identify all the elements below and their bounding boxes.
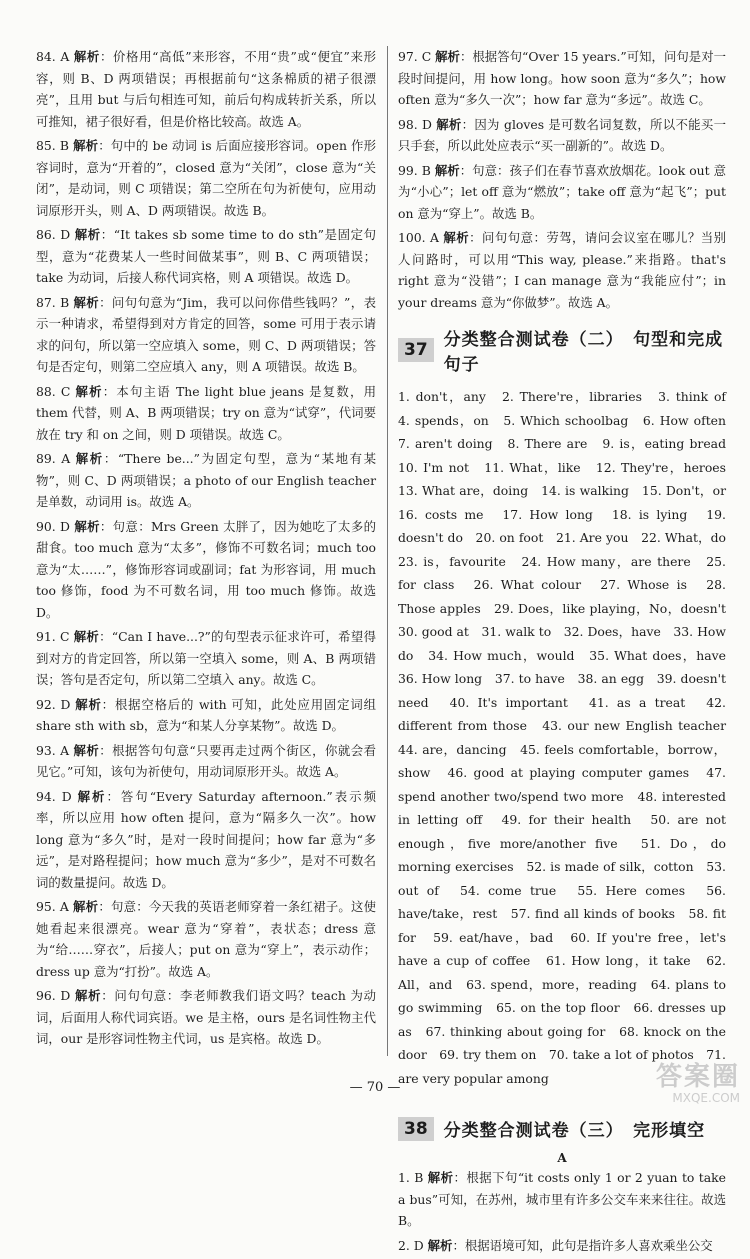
answer-item [36,135,376,221]
answer-item [36,381,376,446]
item-number: 1. [398,1170,410,1185]
answer-item [398,227,726,313]
item-explanation: ：句意：今天我的英语老师穿着一条红裙子。这使她看起来很漂亮。wear 意为“穿着”，表状态；dress 意为“给……穿衣”，后接人；put on 意为“穿上”，表示动作；dress up 意为“打扮”。故选 A。 [36,899,376,979]
item-answer: C [59,629,70,644]
item-label: 解析 [435,49,460,64]
item-label: 解析 [74,227,101,242]
answer-item [36,626,376,691]
item-label: 解析 [75,451,104,466]
item-label: 解析 [75,988,102,1003]
item-answer: A [61,451,71,466]
item-answer: A [60,49,70,64]
page-number: — 70 — [349,1080,401,1095]
item-answer: A [60,742,70,758]
answer-item [36,516,376,624]
watermark-title: 答案圈 [655,1062,740,1092]
item-label: 解析 [73,49,100,64]
item-explanation: ：“It takes sb some time to do sth”是固定句型，意为“花费某人一些时间做某事”，则 B、C 两项错误；take 为动词，后接人称代词宾格，则 A 项错误。故选 D。 [36,227,376,285]
item-explanation: ：问句句意：劳驾，请问会议室在哪儿？当别人问路时，可以用“This way, please.”来指路。that's right 意为“没错”；I can manage 意为“我能应付”；in your dreams 意为“你做梦”。故选 A。 [398,230,726,310]
answer-item [398,46,726,111]
item-answer: B [60,294,70,310]
item-number: 92. [36,696,56,712]
item-number: 91. [36,629,56,644]
item-explanation: ：根据答句“Over 15 years.”可知，问句是对一段时间提问，用 how long。how soon 意为“多久”；how often 意为“多久一次”；how far 意为“多远”。故选 C。 [398,49,726,107]
item-answer: B [414,1170,424,1185]
item-explanation: ：因为 gloves 是可数名词复数，所以不能买一只手套，所以此处应表示“买一副新的”。故选 D。 [398,116,726,153]
answer-item [36,896,376,982]
item-number: 85. [36,138,56,153]
item-answer: D [60,988,71,1003]
item-explanation: ：根据答句句意“只要再走过两个街区，你就会看见它。”可知，该句为祈使句，用动词原形开头。故选 A。 [36,742,376,779]
item-number: 90. [36,518,56,534]
section-38-number: 38 [398,1117,434,1141]
item-label: 解析 [73,294,100,310]
section-37-header [398,325,726,375]
item-label: 解析 [73,742,100,758]
item-answer: D [61,788,72,804]
answer-item [36,786,376,894]
item-explanation: ：问句句意：李老师教我们语文吗？teach 为动词，后面用人称代词宾语。we 是主格，ours 是名词性物主代词，our 是形容词性物主代词，us 是宾格。故选 D。 [36,988,376,1046]
left-column [36,46,376,1053]
item-number: 93. [36,742,56,758]
section-37-title: 分类整合测试卷（二） 句型和完成句子 [443,330,724,375]
answer-item [36,46,376,132]
answer-item [36,224,376,289]
item-number: 99. [398,162,418,178]
item-explanation: ：根据空格后的 with 可知，此处应用固定词组 share sth with sb，意为“和某人分享某物”。故选 D。 [36,696,376,733]
answer-item [36,292,376,378]
item-answer: D [413,1237,424,1253]
item-answer: C [421,49,432,64]
section-37-answers: 1. don't，any 2. There're，libraries 3. think of 4. spends，on 5. Which schoolbag 6. How often 7. aren't doing 8. There are 9. is，eating bread 10. I'm not 11. What，like 12. They're，heroes 13. What are，doing 14. is walking 15. Don't，or 16. costs me 17. How long 18. is lying 19. doesn't do 20. on foot 21. Are you 22. What，do 23. is，favourite 24. How many，are there 25. for class 26. What colour 27. Whose is 28. Those apples 29. Does，like playing，No，doesn't 30. good at 31. walk to 32. Does，have 33. How do 34. How much，would 35. What does，have 36. How long 37. to have 38. an egg 39. doesn't need 40. It's important 41. as a treat 42. different from those 43. our new English teacher 44. are，dancing 45. feels comfortable，borrow，show 46. good at playing computer games 47. spend another two/spend two more 48. interested in letting off 49. for their health 50. are not enough，five more/another five 51. Do，do morning exercises 52. is made of silk，cotton 53. out of 54. come true 55. Here comes 56. have/take，rest 57. find all kinds of books 58. fit for 59. eat/have，bad 60. If you're free，let's have a cup of coffee 61. How long，it take 62. All，and 63. spend，more，reading 64. plans to go swimming 65. on the top floor 66. dresses up as 67. thinking about going for 68. knock on the door 69. try them on 70. take a lot of photos 71. are very popular among [398,389,739,1086]
section-38-subheading: A [557,1151,567,1165]
item-explanation: ：“Can I have...?”的句型表示征求许可，希望得到对方的肯定回答，所以第一空填入 some，则 A、B 两项错误；答句是否定句，所以第二空填入 any。故选 C。 [36,629,376,687]
item-explanation: ：本句主语 The light blue jeans 是复数，用 them 代替，则 A、B 两项错误；try on 意为“试穿”，代词要放在 try 和 on 之间，则 D 项错误。故选 C。 [36,383,376,442]
item-number: 89. [36,451,56,466]
item-label: 解析 [77,788,107,804]
item-label: 解析 [436,116,462,132]
item-number: 87. [36,294,56,310]
item-label: 解析 [73,629,100,644]
item-explanation: ：价格用“高低”来形容，不用“贵”或“便宜”来形容，则 B、D 两项错误；再根据前句“这条棉质的裙子很漂亮”，且用 but 与后句相连可知，前后句构成转折关系，所以可推知，裙子很好看，但是价格比较高。故选 A。 [36,49,376,129]
section-38-title: 分类整合测试卷（三） 完形填空 [443,1121,706,1141]
answer-item [398,1167,726,1232]
item-answer: B [421,162,431,178]
answer-item [36,985,376,1050]
item-explanation: ：答句“Every Saturday afternoon.”表示频率，所以应用 how often 提问，意为“隔多久一次”。how long 意为“多久”时，是对一段时间提问；how far 意为“多远”，是对路程提问；how much 意为“多少”，是对不可数名词的数量提问。故选 D。 [36,788,376,890]
item-label: 解析 [434,162,460,178]
item-label: 解析 [73,138,99,153]
item-label: 解析 [73,899,99,914]
item-label: 解析 [427,1170,454,1185]
item-explanation: ：句意：Mrs Green 太胖了，因为她吃了太多的甜食。too much 意为“太多”，修饰不可数名词；much too 意为“太……”，修饰形容词或副词；fat 为形容词，用 much too 修饰，food 为不可数名词，用 too much 修饰。故选 D。 [36,518,376,620]
column-divider [387,46,388,1056]
answer-item [398,1235,726,1257]
item-number: 100. [398,230,426,245]
answer-item [36,448,376,513]
item-answer: D [60,518,70,534]
item-number: 84. [36,49,56,64]
item-explanation: ：问句句意为“Jim，我可以问你借些钱吗？”，表示一种请求，希望得到对方肯定的回答，some 可用于表示请求的问句，所以第一空应填入 some，则 C、D 两项错误；答句是否定句，则第二空应填入 any，则 A 项错误。故选 B。 [36,294,376,374]
item-explanation: ：根据语境可知，此句是指许多人喜欢乘坐公交 [452,1237,713,1253]
item-answer: A [430,230,439,245]
answer-item [398,160,726,225]
item-answer: D [60,696,71,712]
answer-item [398,114,726,157]
item-number: 88. [36,383,56,399]
item-number: 94. [36,788,56,804]
item-label: 解析 [75,383,103,399]
item-label: 解析 [75,696,102,712]
item-explanation: ：“There be...”为固定句型，意为“某地有某物”，则 C、D 两项错误；a photo of our English teacher 是单数，动词用 is。故选 A。 [36,451,376,509]
item-label: 解析 [427,1237,453,1253]
item-number: 98. [398,116,418,132]
item-number: 96. [36,988,56,1003]
item-answer: A [59,899,69,914]
item-number: 97. [398,49,418,64]
watermark-url: MXQE.COM [672,1091,740,1105]
item-number: 2. [398,1237,410,1253]
item-number: 86. [36,227,56,242]
item-answer: B [59,138,69,153]
item-explanation: ：句意：孩子们在春节喜欢放烟花。look out 意为“小心”；let off 意为“燃放”；take off 意为“起飞”；put on 意为“穿上”。故选 B。 [398,162,726,221]
item-answer: D [60,227,71,242]
item-label: 解析 [74,518,100,534]
section-38-header [398,1116,726,1141]
item-explanation: ：根据下句“it costs only 1 or 2 yuan to take a bus”可知，在苏州，城市里有许多公交车来来往往。故选 B。 [398,1170,727,1228]
answer-item [36,694,376,737]
item-answer: C [60,383,71,399]
item-number: 95. [36,899,56,914]
item-label: 解析 [443,230,470,245]
section-37-number: 37 [398,338,434,362]
watermark-logo [620,1063,740,1109]
item-explanation: ：句中的 be 动词 is 后面应接形容词。open 作形容词时，意为“开着的”，closed 意为“关闭”，close 意为“关闭”，是动词，则 C 项错误；第二空所在句为祈使句，应用动词原形开头，则 A、D 两项错误。故选 B。 [36,138,376,218]
answer-item [36,740,376,783]
item-answer: D [421,116,432,132]
